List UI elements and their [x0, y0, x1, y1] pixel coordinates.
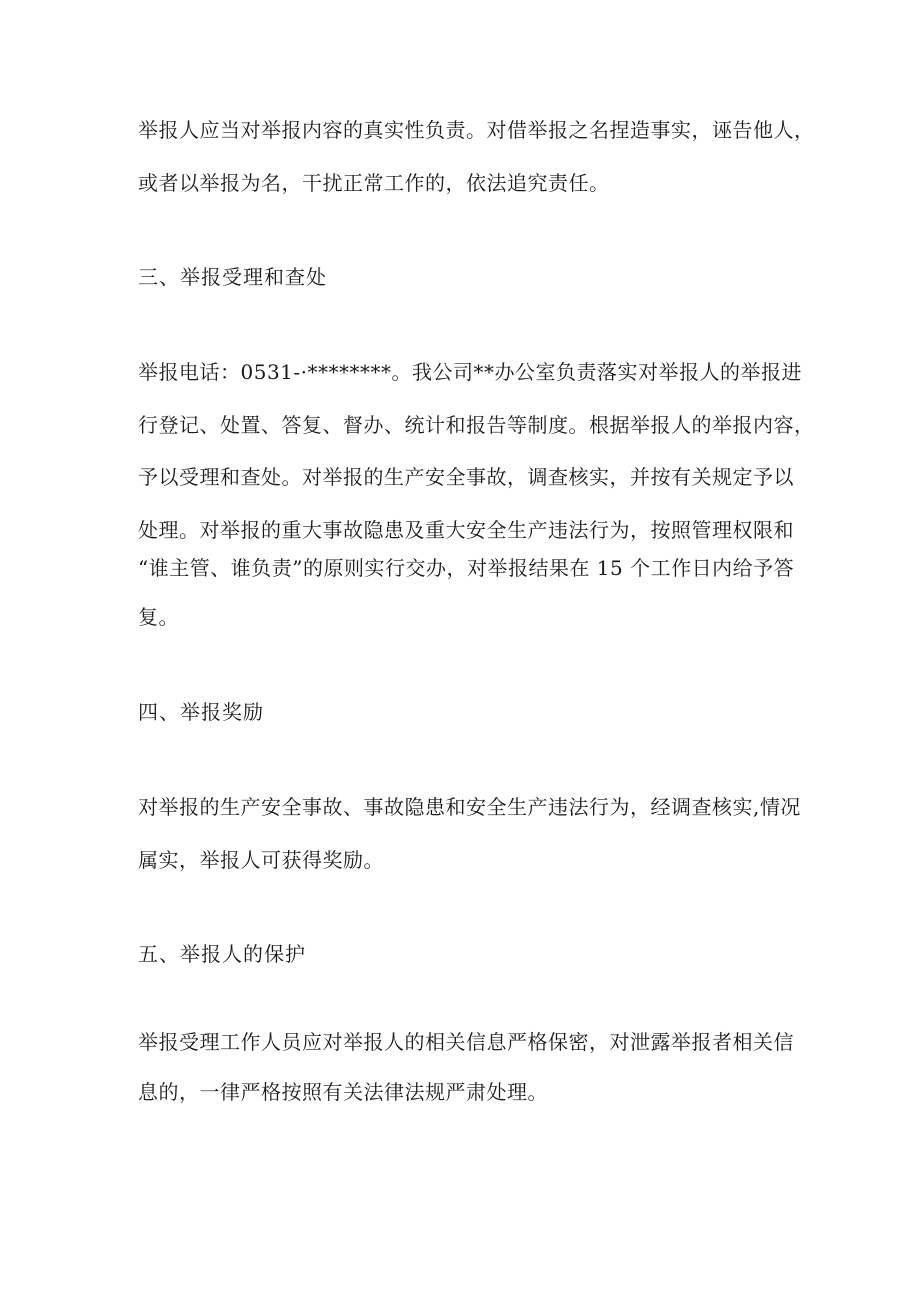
text-line: 或者以举报为名，干扰正常工作的，依法追究责任。 [138, 171, 610, 195]
text-line: 举报电话：0531-·********。我公司**办公室负责落实对举报人的举报进 [138, 360, 803, 384]
text-line: 行登记、处置、答复、督办、统计和报告等制度。根据举报人的举报内容， [138, 413, 815, 437]
text-line: “谁主管、谁负责”的原则实行交办，对举报结果在 15 个工作日内给予答 [138, 556, 795, 580]
text-line: 息的，一律严格按照有关法律法规严肃处理。 [138, 1080, 548, 1104]
text-line: 举报人应当对举报内容的真实性负责。对借举报之名捏造事实，诬告他人， [138, 118, 815, 142]
section-heading-protection: 五、举报人的保护 [138, 942, 306, 966]
text-line: 复。 [138, 605, 179, 629]
section-heading-acceptance: 三、举报受理和查处 [138, 265, 327, 289]
text-line: 对举报的生产安全事故、事故隐患和安全生产违法行为，经调查核实,情况 [138, 795, 801, 819]
text-line: 予以受理和查处。对举报的生产安全事故，调查核实，并按有关规定予以 [138, 465, 794, 489]
text-line: 举报受理工作人员应对举报人的相关信息严格保密，对泄露举报者相关信 [138, 1030, 794, 1054]
section-heading-reward: 四、举报奖励 [138, 700, 264, 724]
text-line: 处理。对举报的重大事故隐患及重大安全生产违法行为，按照管理权限和 [138, 518, 794, 542]
text-line: 属实，举报人可获得奖励。 [138, 848, 384, 872]
